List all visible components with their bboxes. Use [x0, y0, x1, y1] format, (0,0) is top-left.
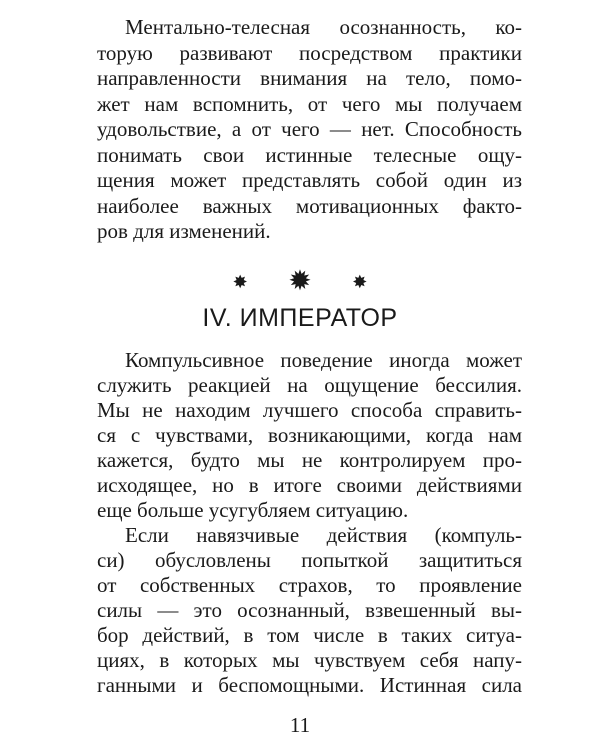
text-line: исходящее, но в итоге своими действиями	[97, 473, 522, 497]
large-star-icon: ✹	[288, 266, 312, 297]
text-line: понимать свои истинные телесные ощу-	[97, 142, 522, 167]
text-line: служить реакцией на ощущение бессилия.	[97, 373, 522, 397]
text-line: удовольствие, а от чего — нет. Способность	[97, 117, 522, 141]
text-line: циях, в которых мы чувствуем себя напу-	[97, 648, 522, 672]
paragraph-mindfulness	[97, 15, 522, 245]
page-number: 11	[289, 713, 311, 737]
text-line: жет нам вспомнить, от чего мы получаем	[97, 91, 522, 116]
text-line: Мы не находим лучшего способа справить-	[97, 398, 522, 422]
text-line: кажется, будто мы не контролируем про-	[97, 448, 522, 472]
text-line: ся с чувствами, возникающими, когда нам	[97, 423, 522, 447]
text-line: си) обусловлены попыткой защититься	[97, 548, 522, 572]
text-line: щения может представлять собой один из	[97, 168, 522, 192]
text-line: торую развивают посредством практики	[97, 40, 522, 65]
text-line: направленности внимания на тело, помо-	[97, 66, 522, 90]
text-line: силы — это осознанный, взвешенный вы-	[97, 598, 522, 622]
text-line: Ментально-телесная осознанность, ко-	[125, 15, 522, 39]
section-body	[97, 348, 522, 698]
small-star-icon: ✸	[352, 272, 368, 292]
text-line: от собственных страхов, то проявление	[97, 573, 522, 597]
text-line: Если навязчивые действия (компуль-	[125, 523, 522, 547]
text-line: ганными и беспомощными. Истинная сила	[97, 673, 522, 697]
text-line: наиболее важных мотивационных факто-	[97, 193, 522, 218]
text-line: Компульсивное поведение иногда может	[125, 348, 522, 372]
text-line: бор действий, в том числе в таких ситуа-	[97, 623, 522, 647]
small-star-icon: ✸	[232, 272, 248, 292]
section-title: IV. ИМПЕРАТОР	[202, 304, 398, 332]
text-line: ров для изменений.	[97, 219, 271, 243]
text-line: еще больше усугубляем ситуацию.	[97, 498, 409, 522]
section-ornament	[0, 268, 600, 296]
